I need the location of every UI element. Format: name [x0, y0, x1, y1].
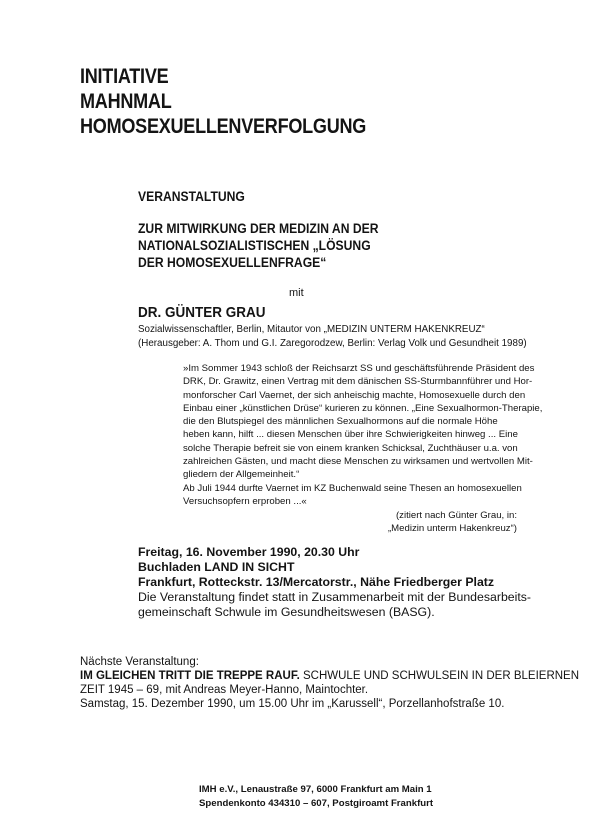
speaker-name: DR. GÜNTER GRAU	[138, 304, 266, 321]
quote-line: »Im Sommer 1943 schloß der Reichsarzt SS und geschäftsführende Präsident des	[183, 363, 535, 374]
org-name-line-1: INITIATIVE	[80, 65, 169, 88]
quote-line: DRK, Dr. Grawitz, einen Vertrag mit dem dänischen SS-Sturmbannführer und Hor-	[183, 376, 533, 388]
event-topic-line-3: DER HOMOSEXUELLENFRAGE“	[138, 255, 327, 270]
quote-line: gliedern der Allgemeinheit.“	[183, 469, 300, 481]
quote-line: zahlreichen Gästen, und macht diese Menschen zu wirksamen und wertvollen Mit-	[183, 456, 533, 468]
quote-line: Versuchsopfern erproben ...«	[183, 495, 307, 507]
quote-line: Einbau einer „künstlichen Drüse“ kurieren zu können. „Eine Sexualhormon-Therapie,	[183, 402, 543, 414]
next-event-line-2: ZEIT 1945 – 69, mit Andreas Meyer-Hanno, Maintochter.	[80, 684, 369, 696]
cooperation-line-1: Die Veranstaltung findet statt in Zusammenarbeit mit der Bundesarbeits-	[138, 590, 532, 604]
cooperation-line-2: gemeinschaft Schwule im Gesundheitswesen (BASG).	[138, 605, 435, 619]
quote-block	[183, 362, 543, 508]
quote-line: Ab Juli 1944 durfte Vaernet im KZ Buchenwald seine Thesen an homosexuellen	[183, 482, 522, 494]
citation-line-1: (zitiert nach Günter Grau, in:	[395, 510, 517, 521]
next-event-label: Nächste Veranstaltung:	[80, 656, 199, 668]
event-address: Frankfurt, Rotteckstr. 13/Mercatorstr., Nähe Friedberger Platz	[138, 575, 495, 589]
speaker-info-line-2: (Herausgeber: A. Thom und G.I. Zaregorodzew, Berlin: Verlag Volk und Gesundheit 1989)	[138, 338, 527, 349]
footer-address: IMH e.V., Lenaustraße 97, 6000 Frankfurt am Main 1	[199, 784, 432, 795]
event-venue: Buchladen LAND IN SICHT	[138, 560, 295, 574]
org-name-line-3: HOMOSEXUELLENVERFOLGUNG	[80, 115, 367, 138]
footer-bank: Spendenkonto 434310 – 607, Postgiroamt Frankfurt	[199, 798, 434, 809]
event-topic-line-2: NATIONALSOZIALISTISCHEN „LÖSUNG	[138, 238, 371, 253]
quote-line: die den Blutspiegel des männlichen Sexualhormons auf die normale Höhe	[183, 416, 498, 428]
quote-line: solche Therapie befreit sie von einem kranken Schicksal, Zuchthäuser u.a. von	[183, 442, 518, 454]
next-event-title-bold: IM GLEICHEN TRITT DIE TREPPE RAUF.	[80, 670, 300, 682]
next-event-title	[80, 669, 579, 684]
quote-line: monforscher Carl Vaernet, der sich anheischig machte, Homosexuelle durch den	[183, 389, 526, 401]
quote-line: heben kann, hilft ... diesen Menschen über ihre Schwierigkeiten hinweg ... Eine	[183, 429, 518, 441]
citation-line-2: „Medizin unterm Hakenkreuz“)	[387, 523, 517, 534]
event-datetime: Freitag, 16. November 1990, 20.30 Uhr	[138, 545, 360, 559]
org-name-line-2: MAHNMAL	[80, 90, 172, 113]
with-word: mit	[289, 287, 304, 299]
event-topic-line-1: ZUR MITWIRKUNG DER MEDIZIN AN DER	[138, 221, 379, 236]
speaker-info-line-1: Sozialwissenschaftler, Berlin, Mitautor von „MEDIZIN UNTERM HAKENKREUZ“	[138, 324, 485, 335]
next-event-title-rest: SCHWULE UND SCHWULSEIN IN DER BLEIERNEN	[299, 670, 580, 682]
next-event-line-3: Samstag, 15. Dezember 1990, um 15.00 Uhr im „Karussell“, Porzellanhofstraße 10.	[80, 698, 505, 710]
event-label: VERANSTALTUNG	[138, 189, 245, 204]
